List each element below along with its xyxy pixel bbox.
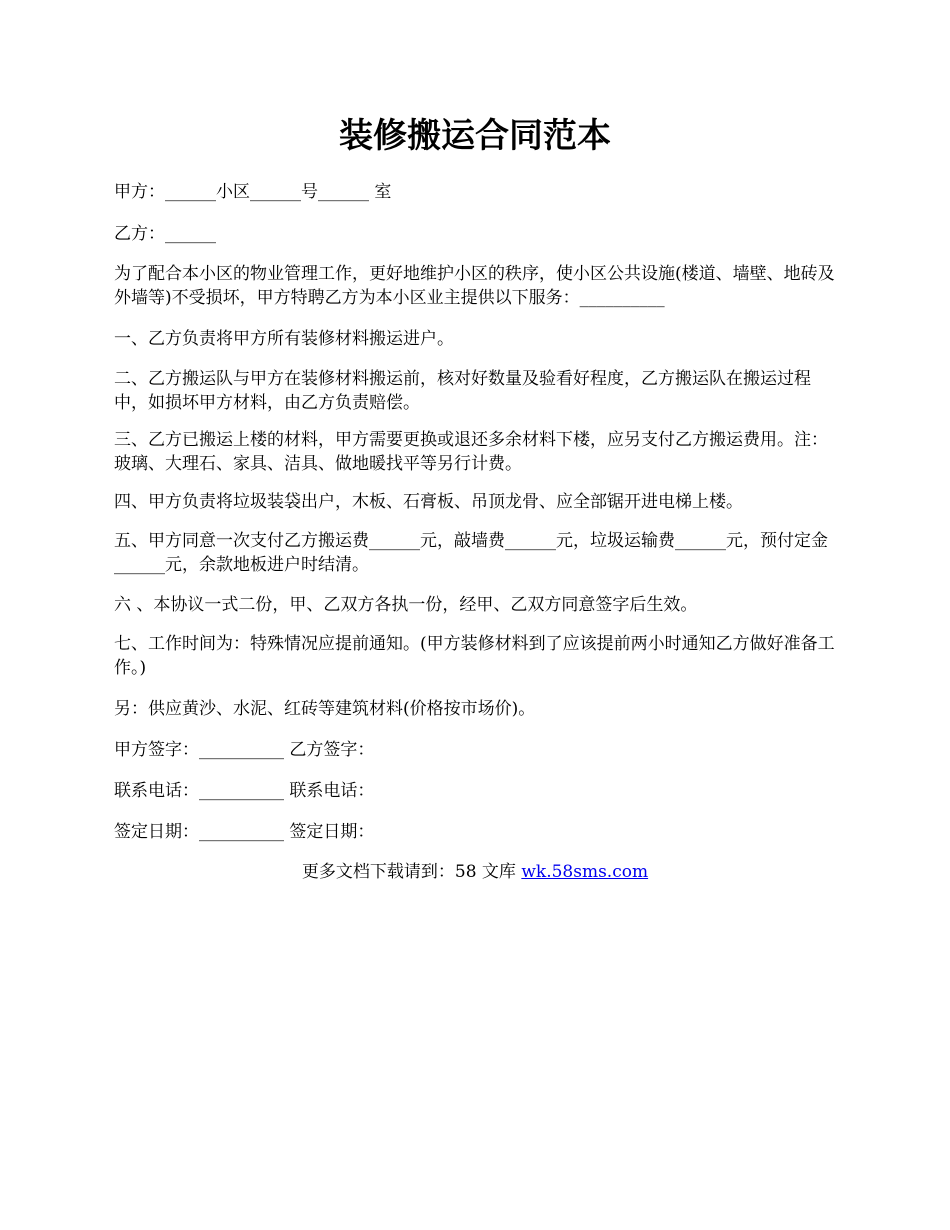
intro-paragraph: 为了配合本小区的物业管理工作，更好地维护小区的秩序，使小区公共设施(楼道、墙壁、地砖及外墙等)不受损坏，甲方特聘乙方为本小区业主提供以下服务：__________ xyxy=(114,264,835,308)
signature-line: 甲方签字：__________ 乙方签字： xyxy=(114,740,375,760)
document-title: 装修搬运合同范本 xyxy=(339,116,611,156)
clause-5: 五、甲方同意一次支付乙方搬运费______元，敲墙费______元，垃圾运输费______元，预付定金______元，余款地板进户时结清。 xyxy=(114,531,828,575)
clause-1: 一、乙方负责将甲方所有装修材料搬运进户。 xyxy=(114,329,454,349)
footer-note xyxy=(0,860,950,884)
party-b-line: 乙方：______ xyxy=(114,224,216,244)
clause-7: 七、工作时间为：特殊情况应提前通知。(甲方装修材料到了应该提前两小时通知乙方做好准备工作。) xyxy=(114,634,835,678)
footer-link[interactable]: wk.58sms.com xyxy=(521,862,649,882)
clause-4: 四、甲方负责将垃圾装袋出户，木板、石膏板、吊顶龙骨、应全部锯开进电梯上楼。 xyxy=(114,492,743,512)
phone-line: 联系电话：__________ 联系电话： xyxy=(114,781,375,801)
clause-2: 二、乙方搬运队与甲方在装修材料搬运前，核对好数量及验看好程度，乙方搬运队在搬运过程中，如损坏甲方材料，由乙方负责赔偿。 xyxy=(114,369,811,413)
party-a-line: 甲方：______小区______号______ 室 xyxy=(114,182,392,202)
footer-prefix: 更多文档下载请到：58 文库 xyxy=(301,862,522,882)
clause-3: 三、乙方已搬运上楼的材料，甲方需要更换或退还多余材料下楼，应另支付乙方搬运费用。注：玻璃、大理石、家具、洁具、做地暖找平等另行计费。 xyxy=(114,430,828,474)
date-line: 签定日期：__________ 签定日期： xyxy=(114,822,375,842)
supply-note: 另：供应黄沙、水泥、红砖等建筑材料(价格按市场价)。 xyxy=(114,699,536,719)
clause-6: 六 、本协议一式二份，甲、乙双方各执一份，经甲、乙双方同意签字后生效。 xyxy=(114,595,698,615)
